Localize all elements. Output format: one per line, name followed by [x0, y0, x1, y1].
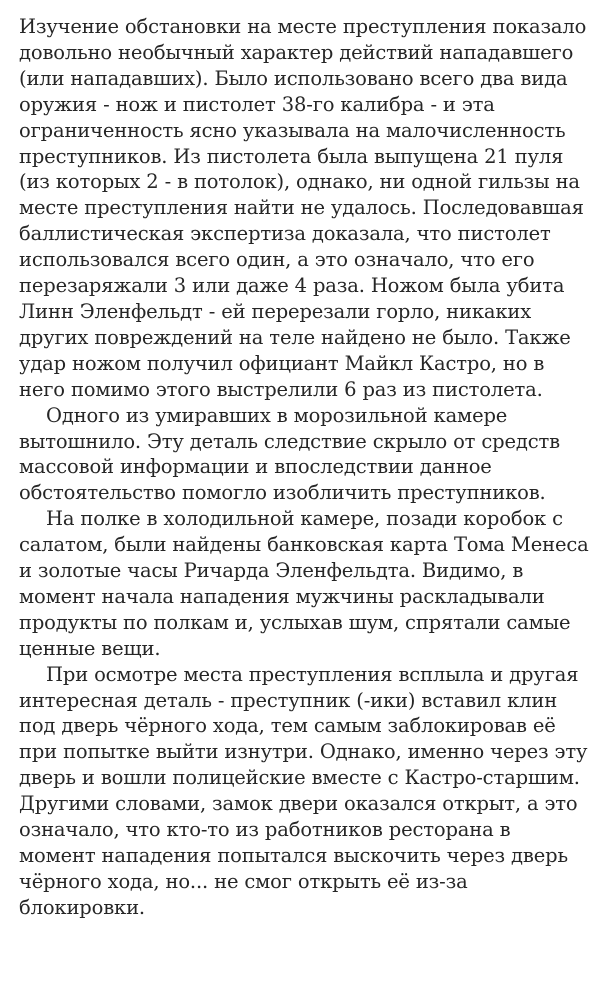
- paragraph-crime-scene: Изучение обстановки на месте преступления показало довольно необычный характер действий нападавшего (или нападавших). Было использовано всего два вида оружия - нож и пистолет 38-го калибра - и эта ограниченность ясно указывала на малочисленность преступников. Из пистолета была выпущена 21 пуля (из которых 2 - в потолок), однако, ни одной гильзы на месте преступления найти не удалось. Последовавшая баллистическая экспертиза доказала, что пистолет использовался всего один, а это означало, что его перезаряжали 3 или даже 4 раза. Ножом была убита Линн Эленфельдт - ей перерезали горло, никаких других повреждений на теле найдено не было. Также удар ножом получил официант Майкл Кастро, но в него помимо этого выстрелили 6 раз из пистолета.: [19, 15, 587, 401]
- paragraph-freezer: Одного из умиравших в морозильной камере вытошнило. Эту деталь следствие скрыло от средств массовой информации и впоследствии данное обстоятельство помогло изобличить преступников.: [19, 403, 560, 505]
- paragraph-back-door: При осмотре места преступления всплыла и другая интересная деталь - преступник (-ики) вставил клин под дверь чёрного хода, тем самым заблокировав её при попытке выйти изнутри. Однако, именно через эту дверь и вошли полицейские вместе с Кастро-старшим. Другими словами, замок двери оказался открыт, а это означало, что кто-то из работников ресторана в момент нападения попытался выскочить через дверь чёрного хода, но... не смог открыть её из-за блокировки.: [19, 662, 588, 919]
- paragraph-shelf: На полке в холодильной камере, позади коробок с салатом, были найдены банковская карта Тома Менеса и золотые часы Ричарда Эленфельдта. Видимо, в момент начала нападения мужчины раскладывали продукты по полкам и, услыхав шум, спрятали самые ценные вещи.: [19, 507, 589, 660]
